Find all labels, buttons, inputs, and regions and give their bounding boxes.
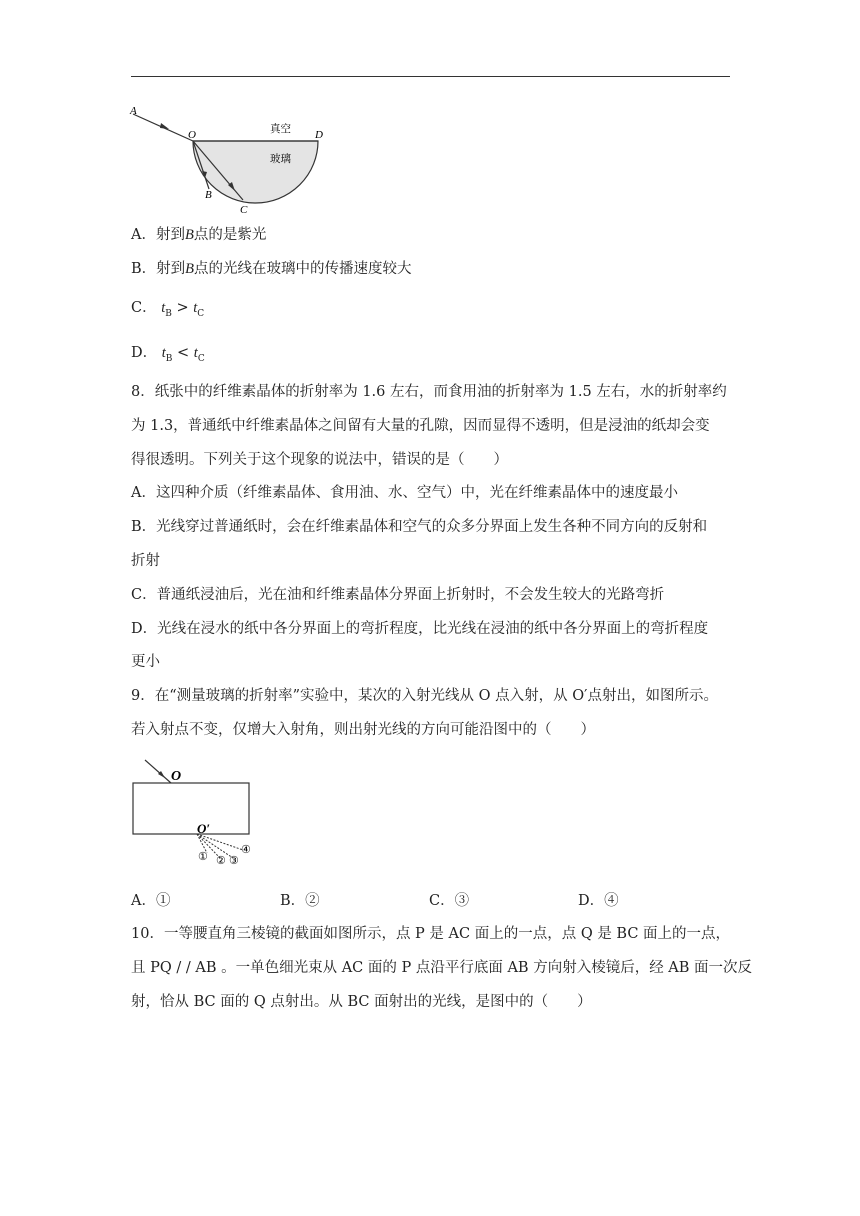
q10-stem-line1: 10．一等腰直角三棱镜的截面如图所示，点 P 是 AC 面上的一点，点 Q 是 BC 面上的一点， [131,926,731,942]
label-O: O [171,769,182,784]
q8-option-c: C．普通纸浸油后，光在油和纤维素晶体分界面上折射时，不会发生较大的光路弯折 [131,587,665,603]
label-B: B [205,189,212,201]
label-D: D [315,129,323,141]
q7-option-c: C． $t_B > t_C$ [131,300,205,319]
q8-stem-line3: 得很透明。下列关于这个现象的说法中，错误的是（ ） [131,452,508,468]
q8-option-a: A．这四种介质（纤维素晶体、食用油、水、空气）中，光在纤维素晶体中的速度最小 [131,485,678,501]
ray-4: ④ [241,844,251,856]
header-rule [131,76,730,77]
q9-option-b: B．② [280,893,320,909]
label-O: O [188,129,196,141]
ray-3: ③ [229,855,239,867]
label-O-prime: O′ [197,821,211,836]
q9-stem-line1: 9．在“测量玻璃的折射率”实验中，某次的入射光线从 O 点入射，从 O′点射出，如图所示。 [131,688,718,704]
q9-option-c: C．③ [429,893,470,909]
q8-option-b-line2: 折射 [131,553,160,569]
q7-option-a: A．射到B点的是紫光 [131,227,267,243]
q9-glass-block-figure [125,752,270,870]
q8-stem-line1: 8．纸张中的纤维素晶体的折射率为 1.6 左右，而食用油的折射率为 1.5 左右，水的折射率约 [131,384,727,400]
label-glass: 玻璃 [270,154,291,165]
ray-2: ② [216,855,226,867]
q8-stem-line2: 为 1.3，普通纸中纤维素晶体之间留有大量的孔隙，因而显得不透明，但是浸油的纸却会变 [131,418,710,434]
q8-option-d-line1: D．光线在浸水的纸中各分界面上的弯折程度，比光线在浸油的纸中各分界面上的弯折程度 [131,621,709,637]
q7-option-b: B．射到B点的光线在玻璃中的传播速度较大 [131,261,412,277]
q10-stem-line2: 且 PQ / / AB 。一单色细光束从 AC 面的 P 点沿平行底面 AB 方向射入棱镜后，经 AB 面一次反 [131,960,753,976]
q7-semicircle-figure [125,100,340,220]
q9-option-d: D．④ [578,893,619,909]
ray-1: ① [198,851,208,863]
q9-stem-line2: 若入射点不变，仅增大入射角，则出射光线的方向可能沿图中的（ ） [131,722,595,738]
q8-option-b-line1: B．光线穿过普通纸时，会在纤维素晶体和空气的众多分界面上发生各种不同方向的反射和 [131,519,708,535]
q9-option-a: A．① [131,893,171,909]
label-A: A [130,105,137,117]
label-C: C [240,204,248,216]
label-vacuum: 真空 [270,124,291,135]
q7-option-d: D． $t_B < t_C$ [131,345,205,364]
q10-stem-line3: 射，恰从 BC 面的 Q 点射出。从 BC 面射出的光线，是图中的（ ） [131,994,592,1010]
q8-option-d-line2: 更小 [131,654,160,670]
